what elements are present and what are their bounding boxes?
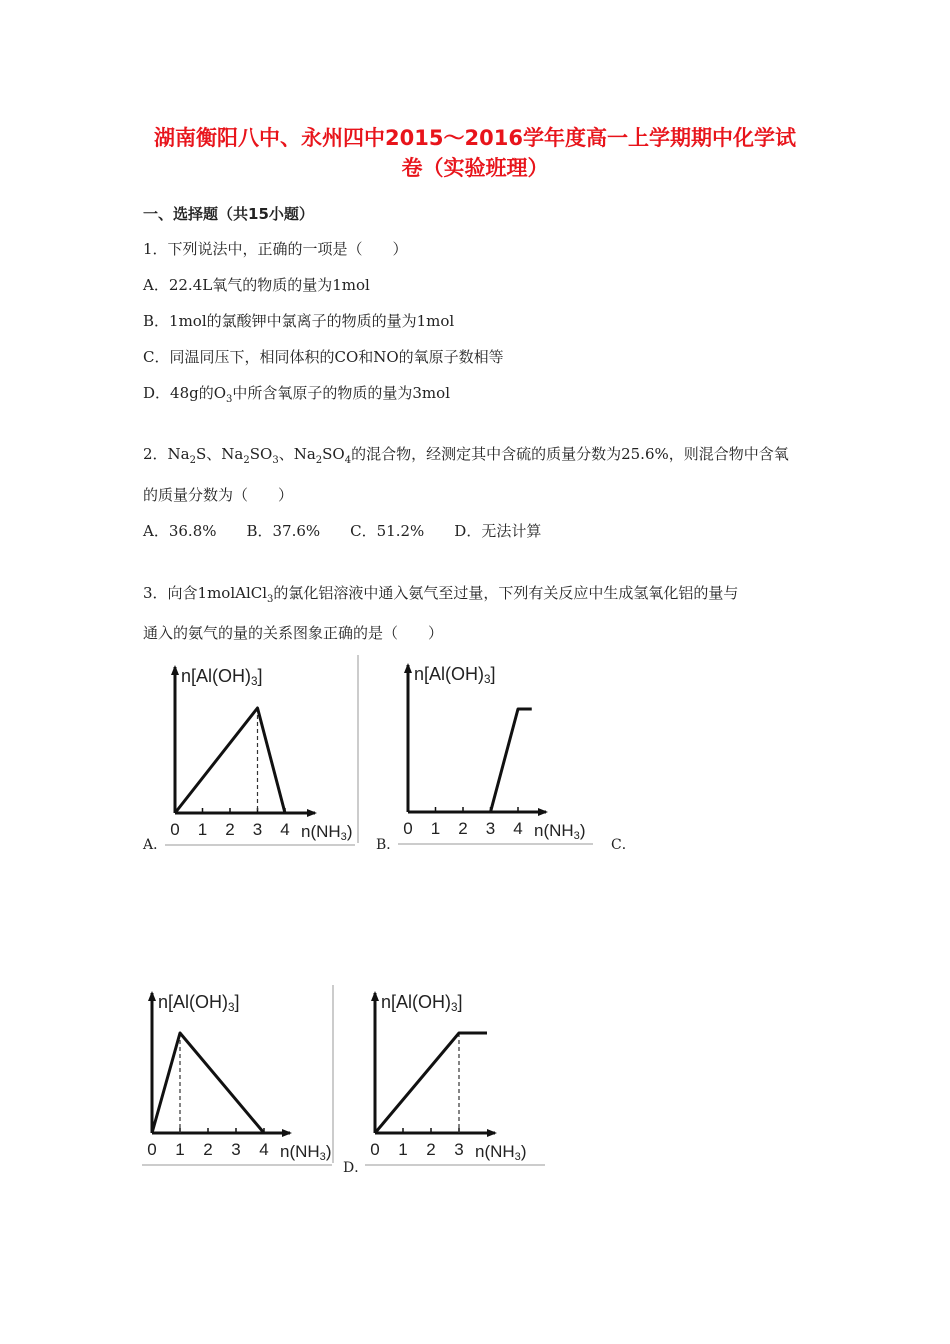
x-axis-arrow bbox=[487, 1129, 497, 1137]
data-line bbox=[175, 708, 285, 813]
y-axis-label: n[Al(OH)3] bbox=[181, 666, 263, 688]
x-axis-label: n(NH3) bbox=[301, 822, 353, 843]
x-axis-arrow bbox=[282, 1129, 292, 1137]
x-axis-label: n(NH3) bbox=[475, 1142, 527, 1163]
q1-stem: 1．下列说法中，正确的一项是（ ） bbox=[143, 240, 408, 258]
graph-b bbox=[398, 660, 598, 850]
x-tick-label: 0 bbox=[403, 819, 413, 838]
q2-options: A．36.8% B．37.6% C．51.2% D．无法计算 bbox=[143, 522, 542, 540]
y-axis-arrow bbox=[371, 991, 379, 1001]
doc-title-line1: 湖南衡阳八中、永州四中2015～2016学年度高一上学期期中化学试 bbox=[154, 126, 796, 150]
graph-c bbox=[142, 985, 337, 1170]
graph-c-label: C． bbox=[611, 837, 636, 853]
q3-stem-line2: 通入的氨气的量的关系图象正确的是（ ） bbox=[143, 624, 444, 642]
graph-a bbox=[165, 655, 360, 850]
q2-stem-line2: 的质量分数为（ ） bbox=[143, 486, 294, 504]
x-axis-label: n(NH3) bbox=[534, 821, 586, 842]
x-tick-label: 3 bbox=[485, 819, 496, 838]
q3-stem: 3．向含1molAlCl$_3$的氯化铝溶液中通入氨气至过量，下列有关反应中生成氢氧化铝的量与 bbox=[143, 584, 739, 605]
x-axis-arrow bbox=[538, 808, 548, 816]
y-axis-label: n[Al(OH)3] bbox=[381, 992, 463, 1014]
x-tick-label: 3 bbox=[454, 1140, 464, 1159]
q1-option-b: B．1mol的氯酸钾中氯离子的物质的量为1mol bbox=[143, 312, 455, 330]
x-tick-label: 4 bbox=[259, 1140, 269, 1159]
y-axis-arrow bbox=[171, 665, 179, 675]
data-line bbox=[152, 1033, 264, 1133]
x-tick-label: 2 bbox=[225, 820, 235, 839]
x-tick-label: 2 bbox=[203, 1140, 213, 1159]
x-tick-label: 4 bbox=[280, 820, 290, 839]
y-axis-label: n[Al(OH)3] bbox=[158, 992, 240, 1014]
x-tick-label: 1 bbox=[175, 1140, 185, 1159]
y-axis-arrow bbox=[148, 991, 156, 1001]
q1-option-d: D．48g的$O_3$中所含氧原子的物质的量为3mol bbox=[143, 384, 450, 405]
x-tick-label: 1 bbox=[398, 1140, 408, 1159]
q2-stem: 2．$Na_2S$、$Na_2SO_3$、$Na_2SO_4$的混合物，经测定其中含硫的质量分数为25.6%，则混合物中含氧 bbox=[143, 445, 789, 466]
q1-option-c: C．同温同压下，相同体积的CO和NO的氧原子数相等 bbox=[143, 348, 504, 366]
graph-a-label: A． bbox=[143, 837, 168, 853]
graph-d-label: D． bbox=[343, 1160, 369, 1176]
y-axis-arrow bbox=[404, 663, 412, 673]
x-axis-label: n(NH3) bbox=[280, 1142, 332, 1163]
x-tick-label: 1 bbox=[197, 820, 208, 839]
x-tick-label: 0 bbox=[170, 820, 180, 839]
graph-d bbox=[365, 988, 550, 1168]
data-line bbox=[491, 709, 532, 812]
x-tick-label: 0 bbox=[370, 1140, 380, 1159]
x-tick-label: 3 bbox=[231, 1140, 241, 1159]
x-tick-label: 2 bbox=[458, 819, 468, 838]
x-tick-label: 0 bbox=[147, 1140, 157, 1159]
x-axis-arrow bbox=[307, 809, 317, 817]
graph-b-label: B． bbox=[376, 837, 401, 853]
y-axis-label: n[Al(OH)3] bbox=[414, 664, 496, 686]
x-tick-label: 1 bbox=[430, 819, 441, 838]
x-tick-label: 3 bbox=[252, 820, 263, 839]
doc-title-line2: 卷（实验班理） bbox=[401, 156, 549, 180]
section-heading: 一、选择题（共15小题） bbox=[143, 205, 314, 223]
data-line bbox=[375, 1033, 487, 1133]
q1-option-a: A．22.4L氧气的物质的量为1mol bbox=[143, 276, 370, 294]
x-tick-label: 2 bbox=[426, 1140, 436, 1159]
x-tick-label: 4 bbox=[513, 819, 523, 838]
